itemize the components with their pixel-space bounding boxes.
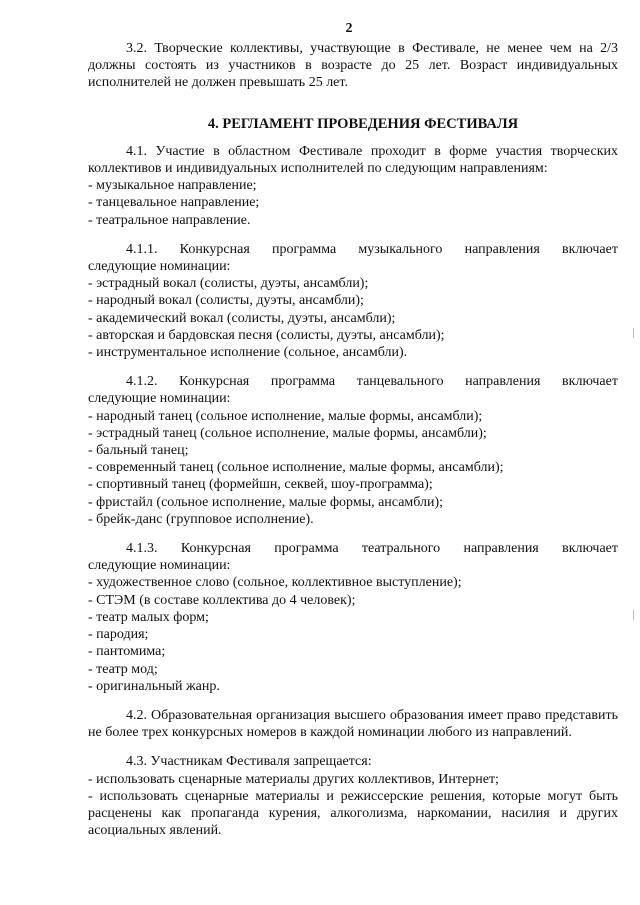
scan-mark <box>633 610 634 620</box>
list-item: - спортивный танец (формейшн, секвей, шоу-программа); <box>88 477 433 493</box>
word: программа <box>271 241 337 257</box>
list-item: - театр малых форм; <box>88 609 209 625</box>
paragraph-4-1-1 <box>88 241 618 361</box>
list-item: - музыкальное направление; <box>88 178 257 194</box>
word: 4.1.3. <box>126 541 158 557</box>
section-title: 4. РЕГЛАМЕНТ ПРОВЕДЕНИЯ ФЕСТИВАЛЯ <box>207 115 519 132</box>
list-item: - современный танец (сольное исполнение, малые формы, ансамбли); <box>88 460 504 476</box>
list-item: - академический вокал (солисты, дуэты, ансамбли); <box>88 310 396 326</box>
list-item: - оригинальный жанр. <box>88 678 220 694</box>
paragraph-first-line <box>88 373 618 390</box>
paragraph-4-3 <box>88 753 618 839</box>
paragraph-tail: следующие номинации: <box>88 558 231 574</box>
list-item: - бальный танец; <box>88 443 189 459</box>
list-item: - эстрадный танец (сольное исполнение, малые формы, ансамбли); <box>88 425 487 441</box>
list-item: - использовать сценарные материалы и режиссерские решения, которые могут быть расценены как пропаганда курения, алкоголизма, наркомании, насилия и других асоциальных явлений. <box>88 788 618 839</box>
paragraph-4-1-2 <box>88 373 618 528</box>
word: программа <box>270 374 336 390</box>
list-item: - инструментальное исполнение (сольное, ансамбли). <box>88 345 408 361</box>
word: направления <box>463 541 539 557</box>
word: направления <box>465 374 541 390</box>
directions-list <box>88 177 618 229</box>
list-item: - фристайл (сольное исполнение, малые формы, ансамбли); <box>88 494 444 510</box>
word: театрального <box>361 541 441 557</box>
word: направления <box>464 241 540 257</box>
word: музыкального <box>358 241 443 257</box>
list-item: - театральное направление. <box>88 212 251 228</box>
list-item: - театр мод; <box>88 661 158 677</box>
list-item: - народный вокал (солисты, дуэты, ансамбли); <box>88 293 364 309</box>
paragraph-4-2: 4.2. Образовательная организация высшего образования имеет право представить не более трех конкурсных номеров в каждой номинации любого из направлений. <box>88 707 618 741</box>
word: включает <box>562 541 618 557</box>
list-item: - авторская и бардовская песня (солисты, дуэты, ансамбли); <box>88 327 445 343</box>
paragraph-4-1: 4.1. Участие в областном Фестивале проходит в форме участия творческих коллективов и индивидуальных исполнителей по следующим направлениям: <box>88 143 618 177</box>
list-item: - пародия; <box>88 627 149 643</box>
list-item: - пантомима; <box>88 644 166 660</box>
paragraph-first-line <box>88 540 618 557</box>
list-item: - эстрадный вокал (солисты, дуэты, ансамбли); <box>88 276 369 292</box>
paragraph-3-2: 3.2. Творческие коллективы, участвующие в Фестивале, не менее чем на 2/3 должны состоять из участников в возрасте до 25 лет. Возраст индивидуальных исполнителей не должен превышать 25 лет. <box>88 41 618 91</box>
paragraph-lead: 4.3. Участникам Фестиваля запрещается: <box>126 754 372 770</box>
word: танцевального <box>356 374 444 390</box>
word: Конкурсная <box>179 241 250 257</box>
list-item: - использовать сценарные материалы других коллективов, Интернет; <box>88 771 499 787</box>
word: Конкурсная <box>180 541 251 557</box>
word: включает <box>562 241 618 257</box>
paragraph-first-line <box>88 241 618 258</box>
word: программа <box>274 541 339 557</box>
list-item: - художественное слово (сольное, коллективное выступление); <box>88 575 462 591</box>
scan-mark <box>633 328 634 338</box>
paragraph-tail: следующие номинации: <box>88 259 231 275</box>
paragraph-tail: следующие номинации: <box>88 391 231 407</box>
word: Конкурсная <box>179 374 250 390</box>
list-item: - народный танец (сольное исполнение, малые формы, ансамбли); <box>88 408 483 424</box>
word: 4.1.2. <box>126 374 158 390</box>
page-number: 2 <box>345 21 353 36</box>
paragraph-4-1-3 <box>88 540 618 695</box>
word: включает <box>562 374 618 390</box>
list-item: - СТЭМ (в составе коллектива до 4 человек); <box>88 592 356 608</box>
list-item: - брейк-данс (групповое исполнение). <box>88 511 314 527</box>
word: 4.1.1. <box>126 241 158 257</box>
list-item: - танцевальное направление; <box>88 195 260 211</box>
